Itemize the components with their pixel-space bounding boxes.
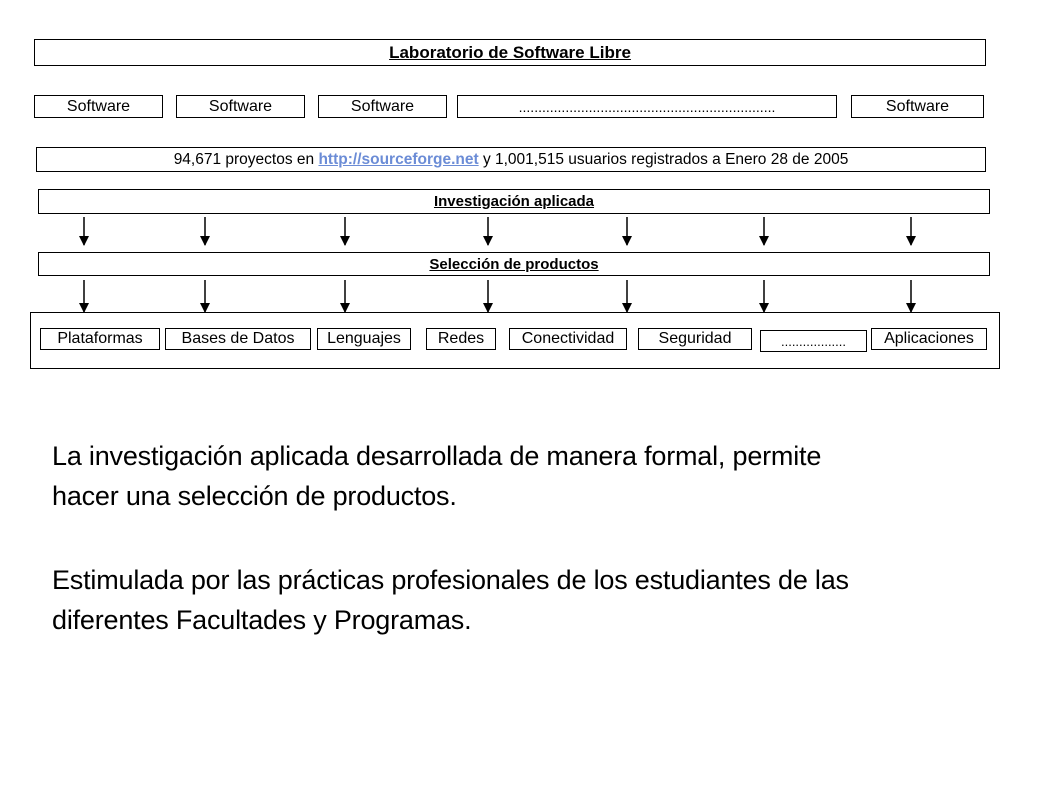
software-box-2: Software xyxy=(176,95,305,118)
paragraph-estimulada: Estimulada por las prácticas profesionales de los estudiantes de las diferentes Facultades y Programas. xyxy=(52,565,849,635)
paragraph-investigacion: La investigación aplicada desarrollada de manera formal, permite hacer una selección de productos. xyxy=(52,441,822,511)
category-bases-de-datos: Bases de Datos xyxy=(165,328,311,350)
software-box-5: Software xyxy=(851,95,984,118)
category-seguridad: Seguridad xyxy=(638,328,752,350)
stats-suffix: y 1,001,515 usuarios registrados a Enero 28 de 2005 xyxy=(478,150,849,168)
software-ellipsis-box: .................................................................. xyxy=(457,95,837,118)
category-lenguajes: Lenguajes xyxy=(317,328,411,350)
category-redes: Redes xyxy=(426,328,496,350)
investigacion-aplicada-bar: Investigación aplicada xyxy=(38,189,990,214)
category-ellipsis: .................. xyxy=(760,330,867,352)
software-box-3: Software xyxy=(318,95,447,118)
stats-prefix: 94,671 proyectos en xyxy=(173,150,319,168)
arrows-to-categories xyxy=(84,280,911,312)
category-aplicaciones: Aplicaciones xyxy=(871,328,987,350)
arrows-to-seleccion xyxy=(84,217,911,245)
category-conectividad: Conectividad xyxy=(509,328,627,350)
sourceforge-link[interactable]: http://sourceforge.net xyxy=(318,150,479,168)
category-plataformas: Plataformas xyxy=(40,328,160,350)
diagram-title: Laboratorio de Software Libre xyxy=(34,39,986,66)
seleccion-productos-bar: Selección de productos xyxy=(38,252,990,276)
software-box-1: Software xyxy=(34,95,163,118)
